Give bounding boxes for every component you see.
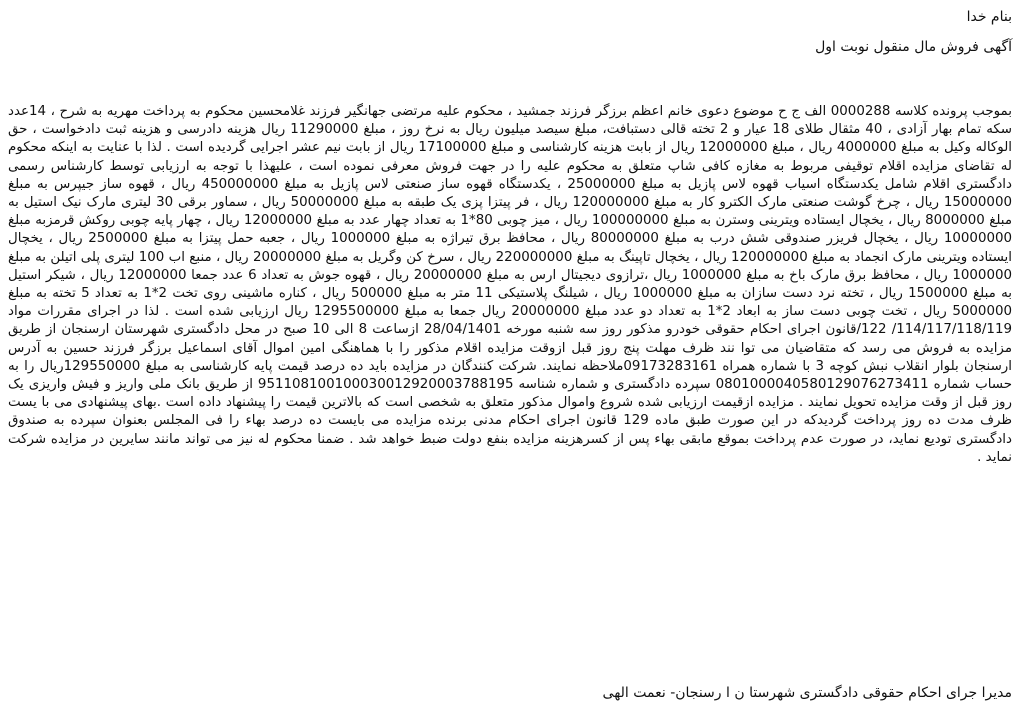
basmala-heading: بنام خدا xyxy=(966,9,1012,25)
notice-title: آگهی فروش مال منقول نوبت اول xyxy=(815,39,1012,55)
signature-line: مدیرا جرای احکام حقوقی دادگستری شهرستا ن ا رسنجان- نعمت الهی xyxy=(602,685,1012,701)
notice-body-paragraph: بموجب پرونده کلاسه 0000288 الف ج ح موضوع دعوی خانم اعظم برزگر فرزند جمشید ، محکوم علیه مرتضی جهانگیر فرزند غلامحسین محکوم به پرداخت مهریه به شرح ، 14عدد سکه تمام بهار آزادی ، 40 مثقال طلای 18 عیار و 2 تخته قالی دستبافت، مبلغ سیصد میلیون ریال به نرخ روز ، مبلغ 11290000 ریال هزینه دادرسی و هزینه ثبت دادخواست ، حق الوکاله وکیل به مبلغ 4000000 ریال ، مبلغ 12000000 ریال از بابت هزینه کارشناسی و مبلغ 17100000 ریال از بابت نیم عشر اجرایی گردیده است . لذا با عنایت به اینکه محکوم له تقاضای مزایده اقلام توقیفی مربوط به مغازه کافی شاپ متعلق به محکوم علیه را در جهت فروش معرفی نموده است ، علیهذا با توجه به ارزیابی توسط کارشناس رسمی دادگستری اقلام شامل یکدستگاه اسیاب قهوه لاس پازیل به مبلغ 25000000 ، یکدستگاه قهوه ساز صنعتی لاس پازیل به مبلغ 450000000 ریال ، قهوه ساز جیپرس به مبلغ 15000000 ریال ، چرخ گوشت صنعتی مارک الکترو کار به مبلغ 120000000 ریال ، فر پیتزا پزی یک طبقه به مبلغ 50000000 ریال ، سماور برقی 30 لیتری مارک نیک استیل به مبلغ 8000000 ریال ، یخچال ایستاده ویترینی وسترن به مبلغ 100000000 ریال ، میز چوبی 80*1 به تعداد چهار عدد به مبلغ 12000000 ریال ، چهار پایه چوبی روکش قرمزبه مبلغ 10000000 ریال ، یخچال فریزر صندوقی شش درب به مبلغ 80000000 ریال ، محافظ برق تیراژه به مبلغ 1000000 ریال ، جعبه حمل پیتزا به مبلغ 2500000 ریال ، یخچال ایستاده ویترینی مارک انجماد به مبلغ 120000000 ریال ، یخچال تاپینگ به مبلغ 220000000 ریال ، سرخ کن وگریل به مبلغ 20000000 ریال ، منبع اب 100 لیتری پلی اتیلن به مبلغ 1000000 ریال ، محافظ برق مارک باخ به مبلغ 1000000 ریال ،ترازوی دیجیتال ارس به مبلغ 20000000 ریال ، قهوه جوش به تعداد 6 عدد جمعا 12000000 ریال ، شیکر استیل به مبلغ 1500000 ریال ، تخته نرد دست سازان به مبلغ 1000000 ریال ، شیلنگ پلاستیکی 11 متر به مبلغ 500000 ریال ، کناره ماشینی روی تخت 2*1 به تعداد 5 تخته به مبلغ 5000000 ریال ، تخت چوبی دست ساز به ابعاد 2*1 به تعداد دو عدد مبلغ 20000000 ریال جمعا به مبلغ 1295500000 ریال ارزیابی شده است . لذا در اجرای مقررات مواد 114/117/118/119/ 122/قانون اجرای احکام حقوقی خودرو مذکور روز سه شنبه مورخه 28/04/1401 ازساعت 8 الی 10 صبح در محل دادگستری شهرستان ارسنجان از طریق مزایده به فروش می رسد که متقاضیان می توا نند ظرف مهلت پنج روز قبل ازوقت مزایده اقلام مذکور را با هماهنگی امین اموال آقای اسماعیل برزگر فرزند حسین به آدرس ارسنجان بلوار انقلاب نبش کوچه 3 با شماره همراه 09173283161ملاحظه نمایند. شرکت کنندگان در مزایده باید ده درصد قیمت پایه کارشناسی به مبلغ 129550000ریال را به حساب شماره 0801000040580129076273411 سپرده دادگستری و شماره شناسه 951108100100030012920003788195 از طریق بانک ملی واریز و فیش واریزی یک روز قبل از وقت مزایده تحویل نمایند . مزایده ازقیمت ارزیابی شده شروع واموال مذکور متعلق به شخصی است که بالاترین قیمت را پیشنهاد داده است .بهای پیشنهادی می با یست ظرف مدت ده روز پرداخت گردیدکه در این صورت طبق ماده 129 قانون اجرای احکام مدنی برنده مزایده می بایست ده درصد بهاء را فی المجلس بعنوان سپرده به صندوق دادگستری تودیع نماید، در صورت عدم پرداخت بموقع مابقی بهاء پس از کسرهزینه مزایده بنفع دولت ضبط خواهد شد . ضمنا محکوم له نیز می تواند مانند سایرین در مزایده شرکت نماید . xyxy=(8,104,1013,465)
